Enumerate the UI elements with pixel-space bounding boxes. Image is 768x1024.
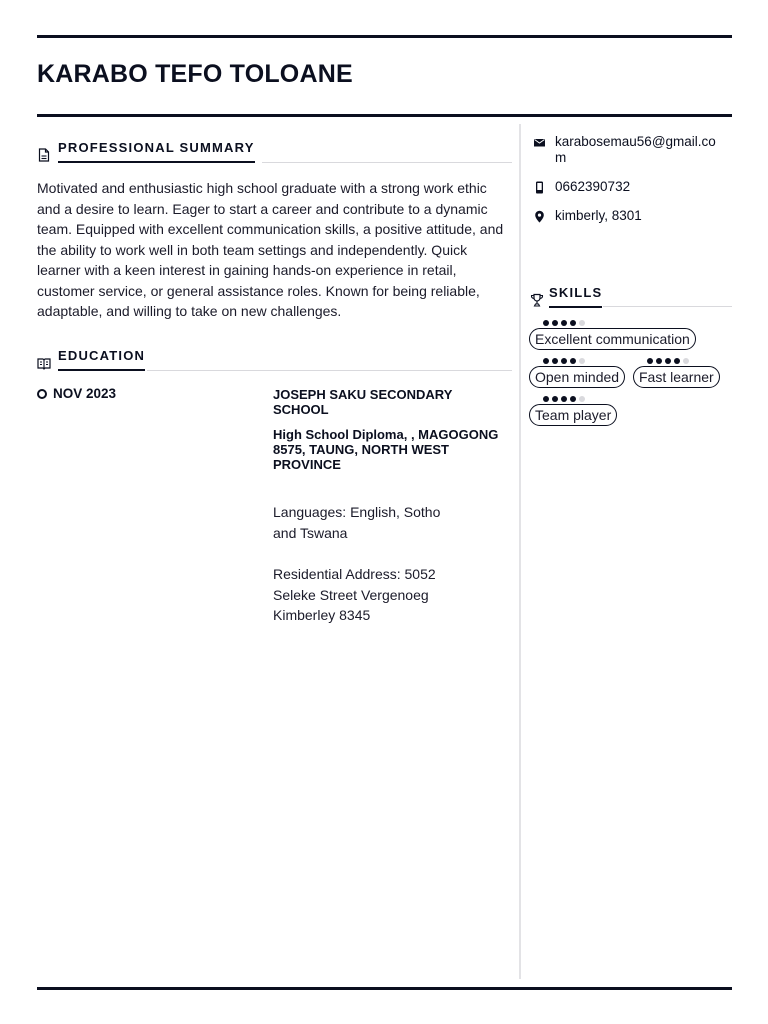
rating-dot-filled-icon <box>552 358 558 364</box>
header-rule <box>37 114 732 117</box>
education-languages: Languages: English, Sotho and Tswana <box>273 504 441 541</box>
contact-location <box>533 208 727 224</box>
location-pin-icon <box>533 210 546 223</box>
education-date <box>37 386 116 401</box>
education-date-text: NOV 2023 <box>53 386 117 401</box>
skills-divider <box>603 306 732 307</box>
education-heading <box>37 348 145 371</box>
rating-dot-filled-icon <box>561 396 567 402</box>
skill-item-team-player <box>529 404 617 426</box>
summary-heading <box>37 140 255 163</box>
trophy-icon <box>530 293 544 307</box>
rating-dot-filled-icon <box>665 358 671 364</box>
contact-email <box>533 134 727 166</box>
rating-dot-filled-icon <box>552 396 558 402</box>
rating-dot-filled-icon <box>647 358 653 364</box>
skill-item-fast-learner <box>633 366 720 388</box>
education-address: Residential Address: 5052 Seleke Street Vergenoeg Kimberley 8345 <box>273 566 436 623</box>
column-divider <box>519 124 521 979</box>
rating-dot-empty-icon <box>683 358 689 364</box>
education-degree: High School Diploma, , MAGOGONG 8575, TAUNG, NORTH WEST PROVINCE <box>273 427 499 472</box>
book-icon <box>37 356 51 370</box>
skill-label: Open minded <box>529 366 625 388</box>
skill-rating <box>543 320 585 326</box>
skills-title: SKILLS <box>549 285 602 308</box>
summary-title: PROFESSIONAL SUMMARY <box>58 140 255 163</box>
summary-text: Motivated and enthusiastic high school graduate with a strong work ethic and a desire to learn. Eager to start a career and contribute to a dynamic team. Equipped with excellent communication skills, a positive attitude, and the ability to work well in both team settings and independently. Quick learner with a keen interest in gaining hands-on experience in retail, customer service, or general assistance roles. Known for being reliable, adaptable, and willing to take on new challenges. <box>37 180 504 319</box>
rating-dot-filled-icon <box>570 396 576 402</box>
skill-label: Team player <box>529 404 617 426</box>
rating-dot-empty-icon <box>579 396 585 402</box>
summary-divider <box>262 162 512 163</box>
contact-location-text: kimberly, 8301 <box>555 208 642 223</box>
timeline-dot-icon <box>37 389 47 399</box>
skill-rating <box>647 358 689 364</box>
skill-label: Fast learner <box>633 366 720 388</box>
rating-dot-filled-icon <box>543 358 549 364</box>
contact-phone-text: 0662390732 <box>555 179 631 194</box>
rating-dot-filled-icon <box>543 320 549 326</box>
rating-dot-filled-icon <box>570 358 576 364</box>
rating-dot-filled-icon <box>674 358 680 364</box>
skill-label: Excellent communication <box>529 328 696 350</box>
rating-dot-empty-icon <box>579 358 585 364</box>
phone-icon <box>533 181 546 194</box>
rating-dot-filled-icon <box>561 320 567 326</box>
rating-dot-filled-icon <box>561 358 567 364</box>
envelope-icon <box>533 136 546 149</box>
rating-dot-filled-icon <box>552 320 558 326</box>
rating-dot-empty-icon <box>579 320 585 326</box>
contact-phone <box>533 179 727 195</box>
skill-rating <box>543 358 585 364</box>
document-icon <box>37 148 51 162</box>
skill-rating <box>543 396 585 402</box>
candidate-name: KARABO TEFO TOLOANE <box>37 60 353 88</box>
skill-item-open-minded <box>529 366 625 388</box>
skills-heading <box>530 285 602 308</box>
rating-dot-filled-icon <box>543 396 549 402</box>
skill-item-excellent-communication <box>529 328 696 350</box>
bottom-rule <box>37 987 732 990</box>
contact-email-text: karabosemau56@gmail.com <box>555 134 716 165</box>
top-rule <box>37 35 732 38</box>
education-divider <box>147 370 512 371</box>
rating-dot-filled-icon <box>570 320 576 326</box>
rating-dot-filled-icon <box>656 358 662 364</box>
education-title: EDUCATION <box>58 348 145 371</box>
education-school: JOSEPH SAKU SECONDARY SCHOOL <box>273 387 453 417</box>
